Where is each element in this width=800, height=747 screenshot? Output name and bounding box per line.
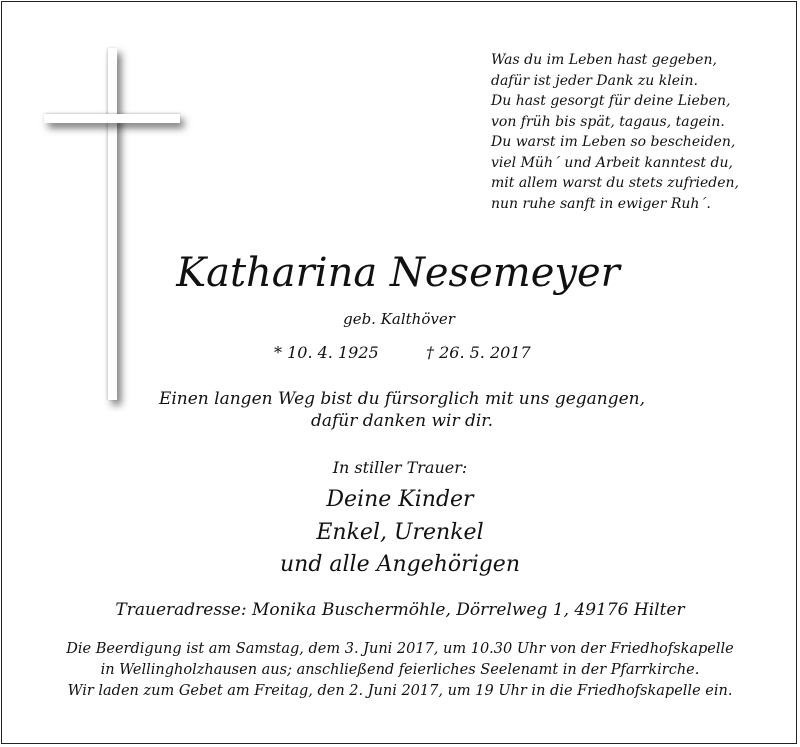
quote-line: dafür danken wir dir.	[311, 411, 493, 431]
mourning-intro: In stiller Trauer:	[332, 458, 468, 477]
poem-line: nun ruhe sanft in ewiger Ruh´.	[491, 195, 711, 212]
funeral-line: in Wellingholzhausen aus; anschließend feierliches Seelenamt in der Pfarrkirche.	[100, 662, 700, 678]
poem	[491, 50, 781, 214]
mourner-line: Enkel, Urenkel	[316, 519, 484, 545]
poem-line: mit allem warst du stets zufrieden,	[491, 175, 739, 191]
farewell-quote	[0, 388, 800, 432]
poem-line: von früh bis spät, tagaus, tagein.	[491, 113, 725, 130]
mourning-address: Traueradresse: Monika Buschermöhle, Dörrelweg 1, 49176 Hilter	[115, 600, 685, 620]
poem-line: Was du im Leben hast gegeben,	[491, 52, 717, 68]
funeral-line: Wir laden zum Gebet am Freitag, den 2. Juni 2017, um 19 Uhr in die Friedhofskapelle ein.	[67, 683, 733, 699]
birth-name-block	[0, 309, 800, 329]
funeral-info	[0, 639, 800, 702]
poem-line: Du warst im Leben so bescheiden,	[491, 134, 736, 150]
death-date: † 26. 5. 2017	[426, 343, 531, 362]
mourners-list	[0, 484, 800, 582]
birth-date: * 10. 4. 1925	[274, 343, 379, 362]
poem-line: viel Müh´ und Arbeit kanntest du,	[491, 154, 733, 171]
funeral-line: Die Beerdigung ist am Samstag, dem 3. Juni 2017, um 10.30 Uhr von der Friedhofskapelle	[66, 641, 734, 657]
cross-vertical-beam	[108, 48, 117, 400]
quote-line: Einen langen Weg bist du fürsorglich mit uns gegangen,	[158, 389, 646, 409]
mourner-line: und alle Angehörigen	[279, 552, 520, 577]
deceased-name: Katharina Nesemeyer	[176, 250, 620, 296]
deceased-name-block	[0, 248, 800, 298]
mourner-line: Deine Kinder	[326, 487, 474, 512]
birth-name: geb. Kalthöver	[343, 310, 455, 328]
cross-icon	[40, 48, 180, 408]
poem-line: Du hast gesorgt für deine Lieben,	[491, 93, 731, 109]
poem-line: dafür ist jeder Dank zu klein.	[491, 72, 698, 89]
cross-horizontal-beam	[44, 114, 180, 123]
